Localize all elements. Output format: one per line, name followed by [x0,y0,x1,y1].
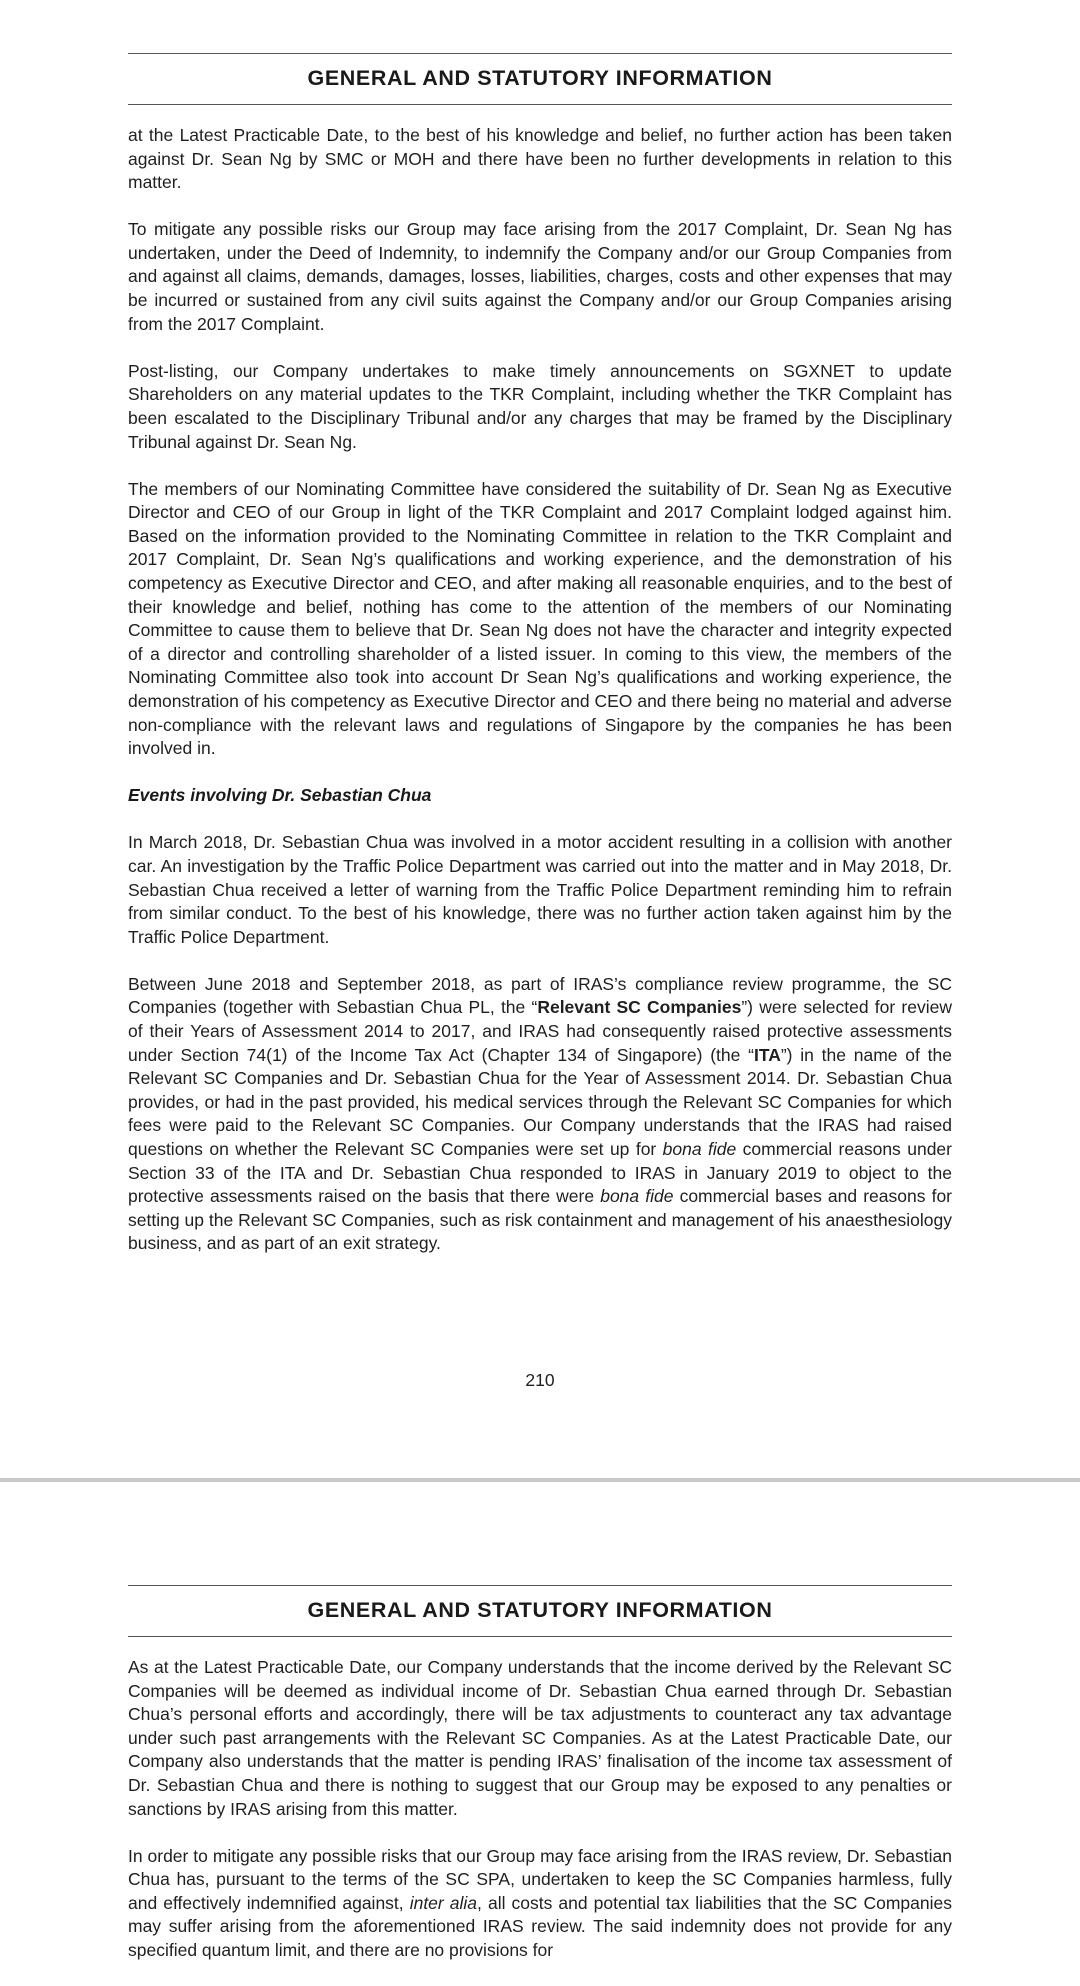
paragraph: The members of our Nominating Committee have considered the suitability of Dr. Sean Ng as Executive Director and CEO of our Group in light of the TKR Complaint and 2017 Complaint lodged against him. Based on the information provided to the Nominating Committee in relation to the TKR Complaint and 2017 Complaint, Dr. Sean Ng’s qualifications and working experience, and the demonstration of his competency as Executive Director and CEO, and after making all reasonable enquiries, and to the best of their knowledge and belief, nothing has come to the attention of the members of our Nominating Committee to cause them to believe that Dr. Sean Ng does not have the character and integrity expected of a director and controlling shareholder of a listed issuer. In coming to this view, the members of the Nominating Committee also took into account Dr Sean Ng’s qualifications and working experience, the demonstration of his competency as Executive Director and CEO and there being no material and adverse non-compliance with the relevant laws and regulations of Singapore by the companies he has been involved in. [128,478,952,759]
text-run: ”) were selected for review of their Years of Assessment 2014 to 2017, and IRAS had consequently raised protective assessments under Section 74(1) of the Income Tax Act (Chapter 134 of Singapore) (the “ [128,997,952,1065]
text-run: ”) in the name of the Relevant SC Companies and Dr. Sebastian Chua for the Year of Assessment 2014. Dr. Sebastian Chua provides, or had in the past provided, his medical services through the Relevant SC Companies for which fees were paid to the Relevant SC Companies. Our Company understands that the IRAS had raised questions on whether the Relevant SC Companies were set up for [128,1044,952,1159]
text-run: commercial bases and reasons for setting up the Relevant SC Companies, such as risk containment and management of his anaesthesiology business, and as part of an exit strategy. [128,1186,953,1254]
document-page-211 [0,1482,1080,1961]
italic-term: bona fide [600,1186,674,1207]
header-top-rule [128,1585,952,1586]
text-run: Between June 2018 and September 2018, as part of IRAS’s compliance review programme, the SC Companies (together with Sebastian Chua PL, the “ [128,973,952,1018]
defined-term: ITA [753,1044,781,1065]
paragraph: To mitigate any possible risks our Group may face arising from the 2017 Complaint, Dr. Sean Ng has undertaken, under the Deed of Indemnity, to indemnify the Company and/or our Group Companies from and against all claims, demands, damages, losses, liabilities, charges, costs and other expenses that may be incurred or sustained from any civil suits against the Company and/or our Group Companies arising from the 2017 Complaint. [128,219,952,334]
defined-term: Relevant SC Companies [537,997,742,1018]
page-body [128,1656,952,1986]
text-run: In order to mitigate any possible risks that our Group may face arising from the IRAS review, Dr. Sebastian Chua has, pursuant to the terms of the SC SPA, undertaken to keep the SC Companies harmless, fully and effectively indemnified against, [128,1845,952,1913]
page-number: 210 [525,1370,555,1390]
page-header-title: GENERAL AND STATUTORY INFORMATION [307,1598,773,1622]
text-run: , all costs and potential tax liabilities that the SC Companies may suffer arising from the aforementioned IRAS review. The said indemnity does not provide for any specified quantum limit, and there are no provisions for [128,1892,952,1961]
header-bottom-rule [128,1636,952,1637]
paragraph: Post-listing, our Company undertakes to make timely announcements on SGXNET to update Shareholders on any material updates to the TKR Complaint, including whether the TKR Complaint has been escalated to the Disciplinary Tribunal and/or any charges that may be framed by the Disciplinary Tribunal against Dr. Sean Ng. [128,360,952,452]
header-top-rule [128,53,952,54]
paragraph: In March 2018, Dr. Sebastian Chua was involved in a motor accident resulting in a collision with another car. An investigation by the Traffic Police Department was carried out into the matter and in May 2018, Dr. Sebastian Chua received a letter of warning from the Traffic Police Department reminding him to refrain from similar conduct. To the best of his knowledge, there was no further action taken against him by the Traffic Police Department. [128,832,952,947]
paragraph: at the Latest Practicable Date, to the best of his knowledge and belief, no further action has been taken against Dr. Sean Ng by SMC or MOH and there have been no further developments in relation to this matter. [128,125,952,193]
text-run: commercial reasons under Section 33 of the ITA and Dr. Sebastian Chua responded to IRAS in January 2019 to object to the protective assessments raised on the basis that there were [128,1138,952,1207]
section-subheading: Events involving Dr. Sebastian Chua [128,785,432,806]
italic-term: bona fide [662,1138,737,1159]
header-bottom-rule [128,104,952,105]
paragraph-iras-review [128,973,952,1256]
paragraph: As at the Latest Practicable Date, our Company understands that the income derived by the Relevant SC Companies will be deemed as individual income of Dr. Sebastian Chua earned through Dr. Sebastian Chua’s personal efforts and accordingly, there will be tax adjustments to counteract any tax advantage under such past arrangements with the Relevant SC Companies. As at the Latest Practicable Date, our Company also understands that the matter is pending IRAS’ finalisation of the income tax assessment of Dr. Sebastian Chua and there is nothing to suggest that our Group may be exposed to any penalties or sanctions by IRAS arising from this matter. [128,1657,952,1819]
page-header-title: GENERAL AND STATUTORY INFORMATION [307,66,773,90]
italic-term: inter alia [409,1892,478,1913]
paragraph-indemnity [128,1845,952,1963]
page-body [128,124,952,1279]
